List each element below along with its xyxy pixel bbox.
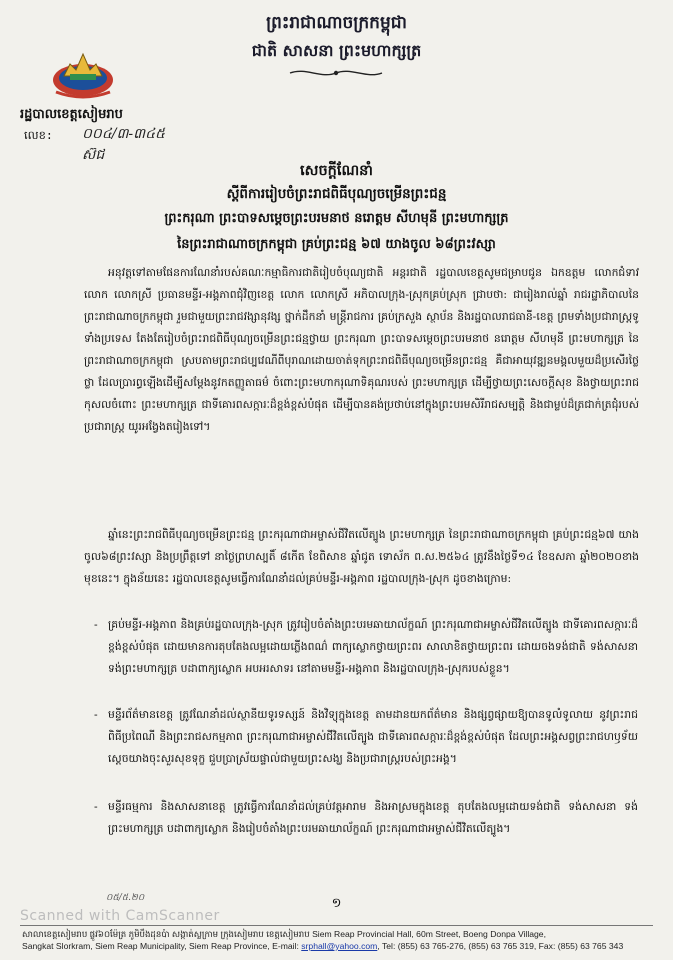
subject-age-line: នៃព្រះរាជាណាចក្រកម្ពុជា គ្រប់ព្រះជន្ម ៦៧ យាងចូល ៦៨ព្រះវស្សា xyxy=(177,237,496,252)
instruction-text: មន្ទីរព័ត៌មានខេត្ត ត្រូវណែនាំដល់ស្ថានីយទូរទស្សន៍ និងវិទ្យុក្នុងខេត្ត តាមដានយកព័ត៌មាន និងផ្សព្វផ្សាយឱ្យបានទូលំទូលាយ នូវព្រះរាជពិធីប្រពៃណី និងព្រះរាជសកម្មភាព ព្រះករុណាជាអម្ចាស់ជីវិតលើត្បូង ជាទីគោរពសក្ការៈដ៏ខ្ពង់ខ្ពស់បំផុត ដែលព្រះអង្គសព្វព្រះរាជហឫទ័យ ស្តេចយាងចុះសួរសុខទុក្ខ ជួបប្រាស្រ័យផ្ទាល់ជាមួយព្រះសង្ឃ និងប្រជារាស្ត្ររបស់ព្រះអង្គ។ xyxy=(108,708,638,765)
instruction-item: - គ្រប់មន្ទីរ-អង្គភាព និងគ្រប់រដ្ឋបាលក្រុង-ស្រុក ត្រូវរៀបចំតាំងព្រះបរមឆាយាល័ក្ខណ៍ ព្រះករុណាជាអម្ចាស់ជីវិតលើត្បូង ជាទីគោរពសក្ការៈដ៏ខ្ពង់ខ្ពស់បំផុត ដោយមានការតុបតែងលម្អដោយភ្លើងពណ៌ ពាក្យស្លោកថ្វាយព្រះពរ សាលាខិតថ្វាយព្រះពរ ដោយចងទង់ជាតិ ទង់សាសនា ទង់ព្រះមហាក្សត្រ បដាពាក្យស្លោក អបអរសាទរ នៅតាមមន្ទីរ-អង្គភាព និងរដ្ឋបាលក្រុង-ស្រុករបស់ខ្លួន។ xyxy=(94,618,638,675)
subject-king-line: ព្រះករុណា ព្រះបាទសម្តេចព្រះបរមនាថ នរោត្តម សីហមុនី ព្រះមហាក្សត្រ xyxy=(164,211,509,226)
footer-address-en: Siem Reap Provincial Hall, 60m Street, Boeng Donpa Village, xyxy=(312,929,546,939)
page-number: ១ xyxy=(331,896,342,911)
reference-number xyxy=(82,124,165,166)
footer-email-link[interactable]: srphall@yahoo.com xyxy=(301,941,378,951)
footer-separator: , xyxy=(377,941,382,951)
provincial-emblem xyxy=(48,40,118,102)
paragraph-schedule: ឆ្នាំនេះព្រះរាជពិធីបុណ្យចម្រើនព្រះជន្ម ព្រះករុណាជាអម្ចាស់ជីវិតលើត្បូង ព្រះមហាក្សត្រ នៃព្រះរាជាណាចក្រកម្ពុជា គ្រប់ព្រះជន្ម៦៧ យាងចូល៦៨ព្រះវស្សា និងប្រព្រឹត្តទៅ នាថ្ងៃព្រហស្បតិ៍ ៨កើត ខែពិសាខ ឆ្នាំជូត ទោស័ក ព.ស.២៥៦៤ ត្រូវនឹងថ្ងៃទី១៤ ខែឧសភា ឆ្នាំ២០២០ខាងមុខនេះ។ ក្នុងន័យនេះ រដ្ឋបាលខេត្តសូមធ្វើការណែនាំដល់គ្រប់មន្ទីរ-អង្គភាព រដ្ឋបាលក្រុង-ស្រុក ដូចខាងក្រោម: xyxy=(84,528,639,585)
footer-divider xyxy=(20,925,653,926)
document-type: សេចក្តីណែនាំ xyxy=(300,162,373,179)
tact-ornament xyxy=(286,66,386,80)
footer-phone: Tel: (855) 63 765-276, (855) 63 765 319, Fax: (855) 63 765 343 xyxy=(381,941,624,951)
instruction-text: គ្រប់មន្ទីរ-អង្គភាព និងគ្រប់រដ្ឋបាលក្រុង-ស្រុក ត្រូវរៀបចំតាំងព្រះបរមឆាយាល័ក្ខណ៍ ព្រះករុណាជាអម្ចាស់ជីវិតលើត្បូង ជាទីគោរពសក្ការៈដ៏ខ្ពង់ខ្ពស់បំផុត ដោយមានការតុបតែងលម្អដោយភ្លើងពណ៌ ពាក្យស្លោកថ្វាយព្រះពរ សាលាខិតថ្វាយព្រះពរ ដោយចងទង់ជាតិ ទង់សាសនា ទង់ព្រះមហាក្សត្រ បដាពាក្យស្លោក អបអរសាទរ នៅតាមមន្ទីរ-អង្គភាព និងរដ្ឋបាលក្រុង-ស្រុករបស់ខ្លួន។ xyxy=(108,618,638,675)
scanner-watermark: Scanned with CamScanner xyxy=(20,908,220,924)
paragraph-intro: អនុវត្តទៅតាមផែនការណែនាំរបស់គណៈកម្មាធិការជាតិរៀបចំបុណ្យជាតិ អន្តរជាតិ រដ្ឋបាលខេត្តសូមជម្រាបជូន ឯកឧត្តម លោកជំទាវ លោក លោកស្រី ប្រធានមន្ទីរ-អង្គភាពជុំវិញខេត្ត លោក លោកស្រី អភិបាលក្រុង-ស្រុកគ្រប់ស្រុក ជ្រាបថា: ជារៀងរាល់ឆ្នាំ រាជរដ្ឋាភិបាលនៃព្រះរាជាណាចក្រកម្ពុជា រួមជាមួយព្រះរាជវង្សានុវង្ស ថ្នាក់ដឹកនាំ មន្ត្រីរាជការ គ្រប់ក្រសួង ស្ថាប័ន និងរដ្ឋបាលរាជធានី-ខេត្ត ព្រមទាំងប្រជារាស្ត្រទូទាំងប្រទេស តែងតែរៀបចំព្រះរាជពិធីបុណ្យចម្រើនព្រះជន្មថ្វាយ ព្រះករុណា ព្រះបាទសម្តេចព្រះបរមនាថ នរោត្តម សីហមុនី ព្រះមហាក្សត្រ នៃព្រះរាជាណាចក្រកម្ពុជា ស្របតាមព្រះរាជប្បវេណីពីបុរាណដោយចាត់ទុកព្រះរាជពិធីបុណ្យចម្រើនព្រះជន្ម គឺជាអាយុវឌ្ឍនមង្គលមួយដ៏ប្រសើរថ្លៃថ្លា ដែលប្រារព្ធឡើងដើម្បីសម្តែងនូវកតញ្ញូតាធម៌ ចំពោះព្រះមហាករុណាទិគុណរបស់ ព្រះមហាក្សត្រ ដើម្បីថ្វាយព្រះសេចក្តីសុខ និងថ្វាយព្រះរាជកុសលចំពោះ ព្រះមហាក្សត្រ ជាទីគោរពសក្ការៈដ៏ខ្ពង់ខ្ពស់បំផុត ដើម្បីបានគង់ប្រថាប់នៅក្នុងព្រះបរមសិរីរាជសម្បត្តិ និងជាម្លប់ដ៏ត្រជាក់ត្រជុំរបស់ប្រជារាស្ត្រ យូរអង្វែងតរៀងទៅ។ xyxy=(84,266,639,433)
issuing-office: រដ្ឋបាលខេត្តសៀមរាប xyxy=(20,107,123,122)
footer-address-km: សាលាខេត្តសៀមរាប ផ្លូវ៦០ម៉ែត្រ ភូមិបឹងដុនប៉ា សង្កាត់ស្លក្រាម ក្រុងសៀមរាប ខេត្តសៀមរាប xyxy=(22,929,310,939)
instruction-item: - មន្ទីរព័ត៌មានខេត្ត ត្រូវណែនាំដល់ស្ថានីយទូរទស្សន៍ និងវិទ្យុក្នុងខេត្ត តាមដានយកព័ត៌មាន និងផ្សព្វផ្សាយឱ្យបានទូលំទូលាយ នូវព្រះរាជពិធីប្រពៃណី និងព្រះរាជសកម្មភាព ព្រះករុណាជាអម្ចាស់ជីវិតលើត្បូង ជាទីគោរពសក្ការៈដ៏ខ្ពង់ខ្ពស់បំផុត ដែលព្រះអង្គសព្វព្រះរាជហឫទ័យ ស្តេចយាងចុះសួរសុខទុក្ខ ជួបប្រាស្រ័យផ្ទាល់ជាមួយព្រះសង្ឃ និងប្រជារាស្ត្ររបស់ព្រះអង្គ។ xyxy=(94,708,638,765)
footer-location: Sangkat Slorkram, Siem Reap Municipality, Siem Reap Province, E-mail: xyxy=(22,941,299,951)
instruction-text: មន្ទីរធម្មការ និងសាសនាខេត្ត ត្រូវធ្វើការណែនាំដល់គ្រប់វត្តអារាម និងអាស្រមក្នុងខេត្ត តុបតែងលម្អដោយទង់ជាតិ ទង់សាសនា ទង់ព្រះមហាក្សត្រ បដាពាក្យស្លោក និងរៀបចំតាំងព្រះបរមឆាយាល័ក្ខណ៍ ព្រះករុណាជាអម្ចាស់ជីវិតលើត្បូង។ xyxy=(108,800,638,835)
motto-heading: ជាតិ សាសនា ព្រះមហាក្សត្រ xyxy=(251,41,422,60)
date-annotation: ០៥/៥.២០ xyxy=(106,893,145,903)
kingdom-heading: ព្រះរាជាណាចក្រកម្ពុជា xyxy=(266,13,407,33)
reference-handwritten: ០០៤/៣-៣៤៥ xyxy=(82,126,165,142)
instruction-item: - មន្ទីរធម្មការ និងសាសនាខេត្ត ត្រូវធ្វើការណែនាំដល់គ្រប់វត្តអារាម និងអាស្រមក្នុងខេត្ត តុបតែងលម្អដោយទង់ជាតិ ទង់សាសនា ទង់ព្រះមហាក្សត្រ បដាពាក្យស្លោក និងរៀបចំតាំងព្រះបរមឆាយាល័ក្ខណ៍ ព្រះករុណាជាអម្ចាស់ជីវិតលើត្បូង។ xyxy=(94,800,638,835)
reference-suffix: ស៊ជ xyxy=(82,147,105,163)
footer-contact-line xyxy=(22,941,659,951)
reference-label: លេខ: xyxy=(24,128,53,142)
subject-line: ស្តីពីការរៀបចំព្រះរាជពិធីបុណ្យចម្រើនព្រះជន្ម xyxy=(226,186,447,202)
